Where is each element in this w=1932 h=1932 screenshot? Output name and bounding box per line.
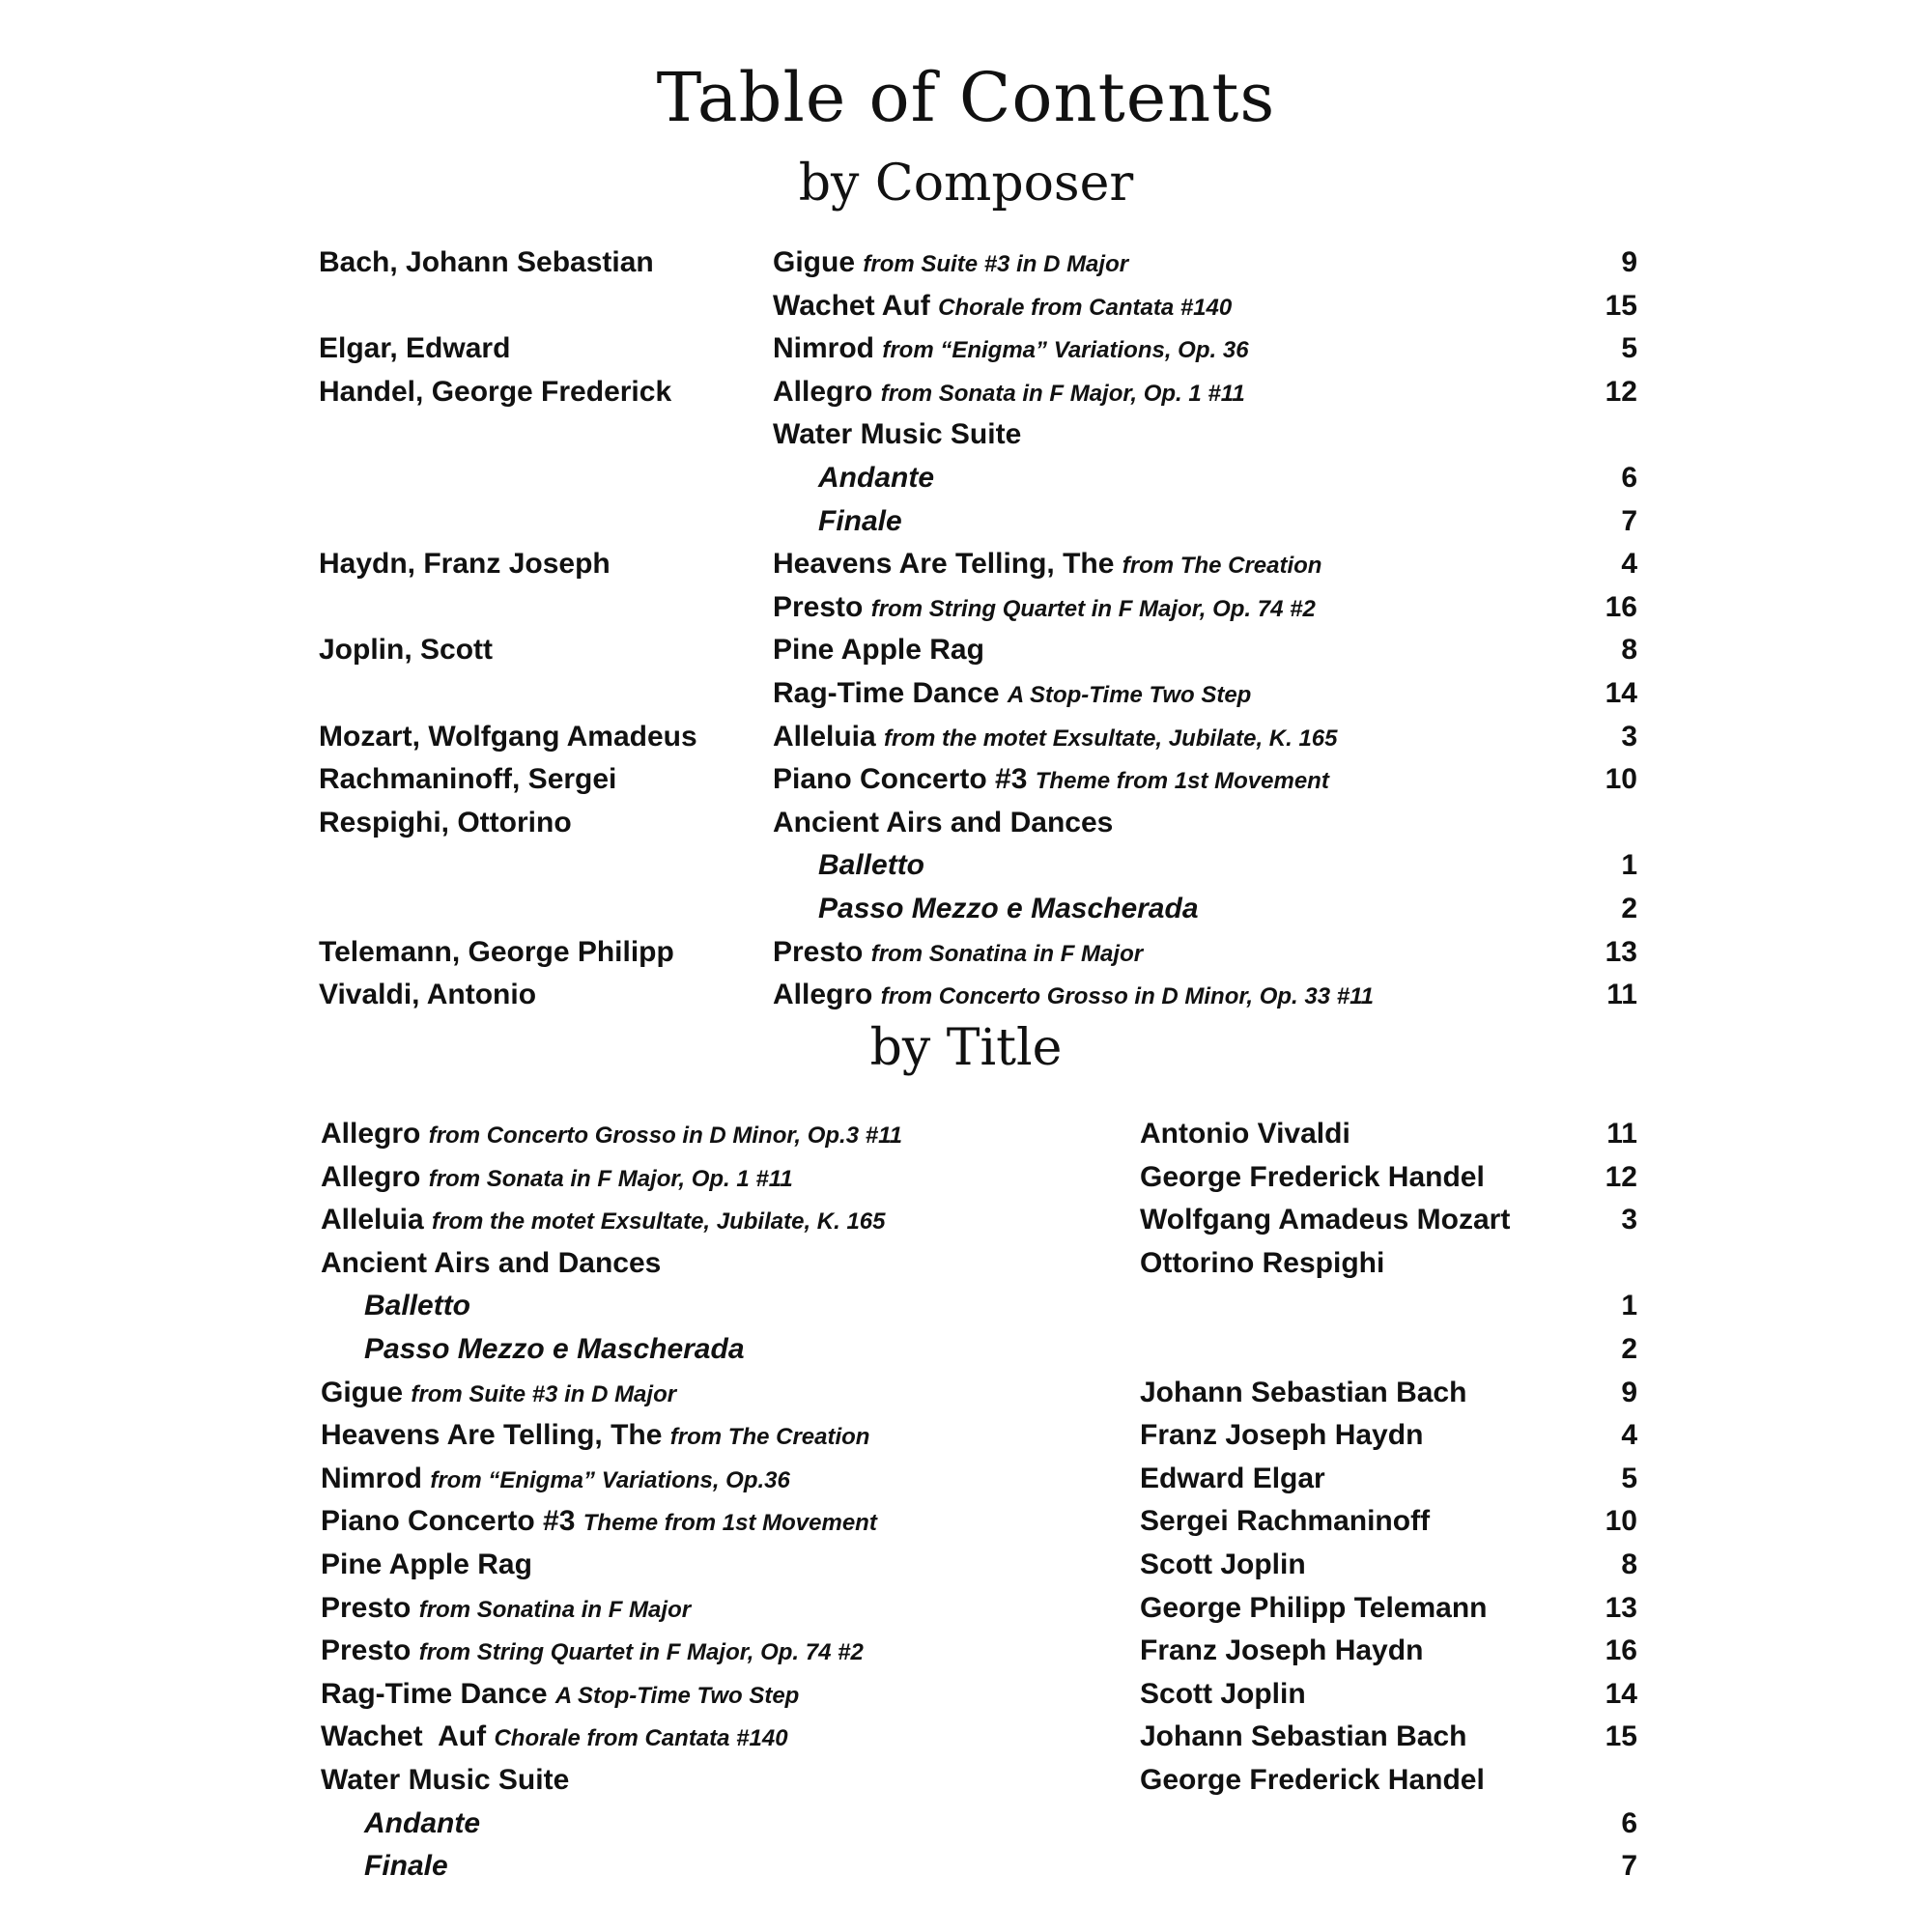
- composer-name: Mozart, Wolfgang Amadeus: [319, 720, 697, 753]
- composer-name: George Frederick Handel: [1140, 1764, 1485, 1796]
- page-number: 1: [1621, 1290, 1637, 1322]
- piece-title: Allegro: [773, 375, 873, 408]
- piece-title: Wachet Auf: [773, 289, 930, 322]
- page-number: 5: [1621, 1462, 1637, 1494]
- piece-title: Allegro: [773, 979, 873, 1011]
- piece-detail: from String Quartet in F Major, Op. 74 #2: [418, 1639, 864, 1666]
- piece-detail: from the motet Exsultate, Jubilate, K. 165: [884, 724, 1338, 752]
- piece-detail: from Sonata in F Major, Op. 1 #11: [880, 380, 1245, 407]
- piece-title: Allegro: [321, 1118, 421, 1150]
- page-number: 7: [1621, 504, 1637, 537]
- piece-title: Piano Concerto #3: [773, 763, 1028, 796]
- piece-title: Presto: [773, 935, 864, 968]
- piece-detail: from Sonatina in F Major: [418, 1596, 692, 1623]
- piece-title: Pine Apple Rag: [321, 1548, 532, 1580]
- page-number: 4: [1621, 1419, 1637, 1452]
- composer-entry-row: [0, 242, 1932, 284]
- page-number: 8: [1621, 1548, 1637, 1580]
- page-number: 12: [1605, 1160, 1637, 1193]
- piece-entry: [773, 586, 1316, 631]
- title-entry-row: [0, 1759, 1932, 1802]
- page-number: 9: [1621, 1376, 1637, 1408]
- piece-detail: Chorale from Cantata #140: [494, 1725, 788, 1752]
- title-entry-row: [0, 1673, 1932, 1716]
- title-entry-row: [0, 1500, 1932, 1543]
- piece-entry: [773, 758, 1329, 803]
- composer-entry-row: [0, 629, 1932, 671]
- piece-title: Ancient Airs and Dances: [773, 806, 1114, 838]
- piece-title: Wachet Auf: [321, 1720, 487, 1753]
- page-number: 6: [1621, 462, 1637, 494]
- piece-title: Passo Mezzo e Mascherada: [364, 1333, 745, 1365]
- title-entry-row: [0, 1113, 1932, 1155]
- composer-entry-row: [0, 413, 1932, 456]
- piece-entry: [321, 1414, 869, 1459]
- piece-entry: [321, 1544, 532, 1586]
- piece-entry: [321, 1156, 793, 1201]
- composer-name: Telemann, George Philipp: [319, 935, 674, 968]
- title-entry-row: [0, 1372, 1932, 1414]
- piece-title: Heavens Are Telling, The: [773, 548, 1115, 581]
- page-number: 6: [1621, 1806, 1637, 1839]
- piece-detail: from “Enigma” Variations, Op.36: [430, 1466, 790, 1493]
- section-heading-by-title: by Title: [869, 1019, 1063, 1077]
- piece-entry: [321, 1630, 864, 1674]
- composer-name: Joplin, Scott: [319, 634, 493, 667]
- piece-entry: [818, 888, 1199, 930]
- composer-entry-row: [0, 285, 1932, 327]
- piece-title: Balletto: [364, 1290, 471, 1322]
- piece-title: Piano Concerto #3: [321, 1505, 576, 1538]
- title-entry-row: [0, 1716, 1932, 1758]
- piece-title: Water Music Suite: [321, 1764, 570, 1796]
- piece-detail: A Stop-Time Two Step: [554, 1682, 800, 1709]
- composer-name: George Philipp Telemann: [1140, 1591, 1488, 1624]
- piece-entry: [818, 457, 934, 499]
- composer-name: Franz Joseph Haydn: [1140, 1634, 1424, 1667]
- title-entry-row: [0, 1156, 1932, 1199]
- composer-name: Scott Joplin: [1140, 1548, 1306, 1580]
- piece-title: Heavens Are Telling, The: [321, 1419, 663, 1452]
- piece-entry: [773, 413, 1021, 456]
- title-entry-row: [0, 1242, 1932, 1285]
- piece-title: Pine Apple Rag: [773, 634, 984, 667]
- composer-name: Respighi, Ottorino: [319, 806, 572, 838]
- piece-detail: Theme from 1st Movement: [582, 1510, 877, 1537]
- title-entry-row: [0, 1199, 1932, 1241]
- piece-detail: from Suite #3 in D Major: [863, 251, 1129, 277]
- composer-entry-row: [0, 672, 1932, 715]
- piece-entry: [364, 1845, 448, 1888]
- composer-name: Rachmaninoff, Sergei: [319, 763, 617, 796]
- composer-entry-row: [0, 500, 1932, 543]
- title-entry-row: [0, 1458, 1932, 1500]
- page-number: 13: [1605, 1591, 1637, 1624]
- title-entry-row: [0, 1328, 1932, 1371]
- piece-entry: [773, 242, 1128, 286]
- piece-entry: [773, 371, 1245, 415]
- composer-entry-row: [0, 844, 1932, 887]
- piece-entry: [773, 802, 1113, 844]
- piece-entry: [321, 1458, 790, 1502]
- piece-title: Finale: [364, 1850, 448, 1883]
- page-title: Table of Contents: [656, 58, 1276, 137]
- composer-name: Handel, George Frederick: [319, 375, 672, 408]
- composer-name: Johann Sebastian Bach: [1140, 1720, 1467, 1753]
- piece-detail: from Concerto Grosso in D Minor, Op. 33 #11: [880, 983, 1375, 1010]
- page-number: 11: [1606, 979, 1637, 1011]
- piece-entry: [321, 1242, 661, 1285]
- composer-name: Scott Joplin: [1140, 1677, 1306, 1710]
- composer-entry-row: [0, 758, 1932, 801]
- piece-detail: Chorale from Cantata #140: [938, 294, 1233, 321]
- piece-entry: [773, 543, 1321, 587]
- piece-entry: [818, 500, 902, 543]
- page-number: 9: [1621, 246, 1637, 278]
- composer-name: Antonio Vivaldi: [1140, 1118, 1350, 1150]
- page-number: 15: [1605, 289, 1637, 322]
- piece-entry: [773, 974, 1374, 1018]
- piece-entry: [321, 1199, 886, 1243]
- page-number: 3: [1621, 1204, 1637, 1236]
- piece-detail: Theme from 1st Movement: [1035, 768, 1329, 795]
- page-number: 8: [1621, 634, 1637, 667]
- page-number: 14: [1605, 677, 1637, 709]
- composer-name: Haydn, Franz Joseph: [319, 548, 611, 581]
- piece-entry: [321, 1716, 788, 1760]
- piece-title: Presto: [321, 1634, 412, 1667]
- composer-entry-row: [0, 371, 1932, 413]
- piece-title: Finale: [818, 504, 902, 537]
- composer-entry-row: [0, 586, 1932, 629]
- piece-entry: [773, 327, 1249, 372]
- piece-detail: from The Creation: [669, 1424, 870, 1451]
- composer-name: Edward Elgar: [1140, 1462, 1325, 1494]
- piece-detail: from Sonatina in F Major: [870, 940, 1144, 967]
- composer-entry-row: [0, 716, 1932, 758]
- piece-entry: [321, 1673, 799, 1718]
- page-number: 1: [1621, 849, 1637, 882]
- piece-title: Gigue: [321, 1376, 404, 1408]
- page-number: 10: [1605, 763, 1637, 796]
- piece-entry: [773, 716, 1338, 760]
- piece-title: Andante: [364, 1806, 480, 1839]
- title-entry-row: [0, 1845, 1932, 1888]
- piece-title: Andante: [818, 462, 934, 494]
- piece-detail: from Concerto Grosso in D Minor, Op.3 #11: [428, 1122, 903, 1149]
- page-number: 15: [1605, 1720, 1637, 1753]
- composer-entry-row: [0, 974, 1932, 1016]
- piece-detail: from The Creation: [1122, 553, 1322, 580]
- piece-entry: [818, 844, 924, 887]
- page-number: 16: [1605, 590, 1637, 623]
- piece-entry: [321, 1113, 902, 1157]
- composer-name: Ottorino Respighi: [1140, 1246, 1385, 1279]
- page-number: 7: [1621, 1850, 1637, 1883]
- page-number: 13: [1605, 935, 1637, 968]
- composer-name: Elgar, Edward: [319, 332, 511, 365]
- page-number: 14: [1605, 1677, 1637, 1710]
- composer-entry-row: [0, 802, 1932, 844]
- piece-entry: [321, 1587, 691, 1632]
- title-entry-row: [0, 1587, 1932, 1630]
- composer-name: George Frederick Handel: [1140, 1160, 1485, 1193]
- piece-detail: from String Quartet in F Major, Op. 74 #2: [870, 595, 1316, 622]
- composer-name: Sergei Rachmaninoff: [1140, 1505, 1431, 1538]
- piece-detail: from Sonata in F Major, Op. 1 #11: [428, 1165, 793, 1192]
- composer-name: Franz Joseph Haydn: [1140, 1419, 1424, 1452]
- piece-title: Rag-Time Dance: [773, 677, 1000, 709]
- piece-entry: [364, 1285, 470, 1327]
- piece-entry: [364, 1803, 480, 1845]
- composer-name: Vivaldi, Antonio: [319, 979, 537, 1011]
- piece-entry: [773, 629, 984, 671]
- piece-title: Alleluia: [321, 1204, 424, 1236]
- title-entry-row: [0, 1285, 1932, 1327]
- piece-detail: from the motet Exsultate, Jubilate, K. 165: [432, 1208, 886, 1236]
- piece-entry: [364, 1328, 745, 1371]
- piece-entry: [773, 931, 1143, 976]
- title-entry-row: [0, 1544, 1932, 1586]
- piece-detail: from “Enigma” Variations, Op. 36: [882, 337, 1249, 364]
- piece-title: Balletto: [818, 849, 925, 882]
- composer-name: Wolfgang Amadeus Mozart: [1140, 1204, 1511, 1236]
- piece-title: Nimrod: [773, 332, 874, 365]
- composer-entry-row: [0, 888, 1932, 930]
- piece-entry: [773, 672, 1251, 717]
- composer-entry-row: [0, 543, 1932, 585]
- piece-title: Presto: [773, 590, 864, 623]
- piece-title: Nimrod: [321, 1462, 422, 1494]
- piece-title: Gigue: [773, 246, 856, 278]
- piece-title: Allegro: [321, 1160, 421, 1193]
- piece-title: Water Music Suite: [773, 418, 1022, 451]
- piece-detail: A Stop-Time Two Step: [1007, 682, 1252, 708]
- composer-entry-row: [0, 457, 1932, 499]
- title-entry-row: [0, 1803, 1932, 1845]
- piece-entry: [321, 1372, 676, 1416]
- section-heading-by-composer: by Composer: [798, 155, 1134, 213]
- composer-name: Bach, Johann Sebastian: [319, 246, 654, 278]
- page-number: 3: [1621, 720, 1637, 753]
- page-number: 11: [1606, 1118, 1637, 1150]
- page-number: 4: [1621, 548, 1637, 581]
- composer-name: Johann Sebastian Bach: [1140, 1376, 1467, 1408]
- piece-entry: [773, 285, 1232, 329]
- title-entry-row: [0, 1630, 1932, 1672]
- title-entry-row: [0, 1414, 1932, 1457]
- composer-entry-row: [0, 327, 1932, 370]
- page-number: 12: [1605, 375, 1637, 408]
- piece-detail: from Suite #3 in D Major: [411, 1380, 677, 1407]
- piece-title: Alleluia: [773, 720, 876, 753]
- composer-entry-row: [0, 931, 1932, 974]
- piece-title: Ancient Airs and Dances: [321, 1246, 662, 1279]
- page-number: 2: [1621, 893, 1637, 924]
- page-number: 10: [1605, 1505, 1637, 1538]
- piece-entry: [321, 1500, 877, 1545]
- piece-title: Rag-Time Dance: [321, 1677, 548, 1710]
- page-number: 5: [1621, 332, 1637, 365]
- page-number: 16: [1605, 1634, 1637, 1667]
- piece-title: Presto: [321, 1591, 412, 1624]
- piece-title: Passo Mezzo e Mascherada: [818, 893, 1199, 924]
- page-number: 2: [1621, 1333, 1637, 1365]
- piece-entry: [321, 1759, 569, 1802]
